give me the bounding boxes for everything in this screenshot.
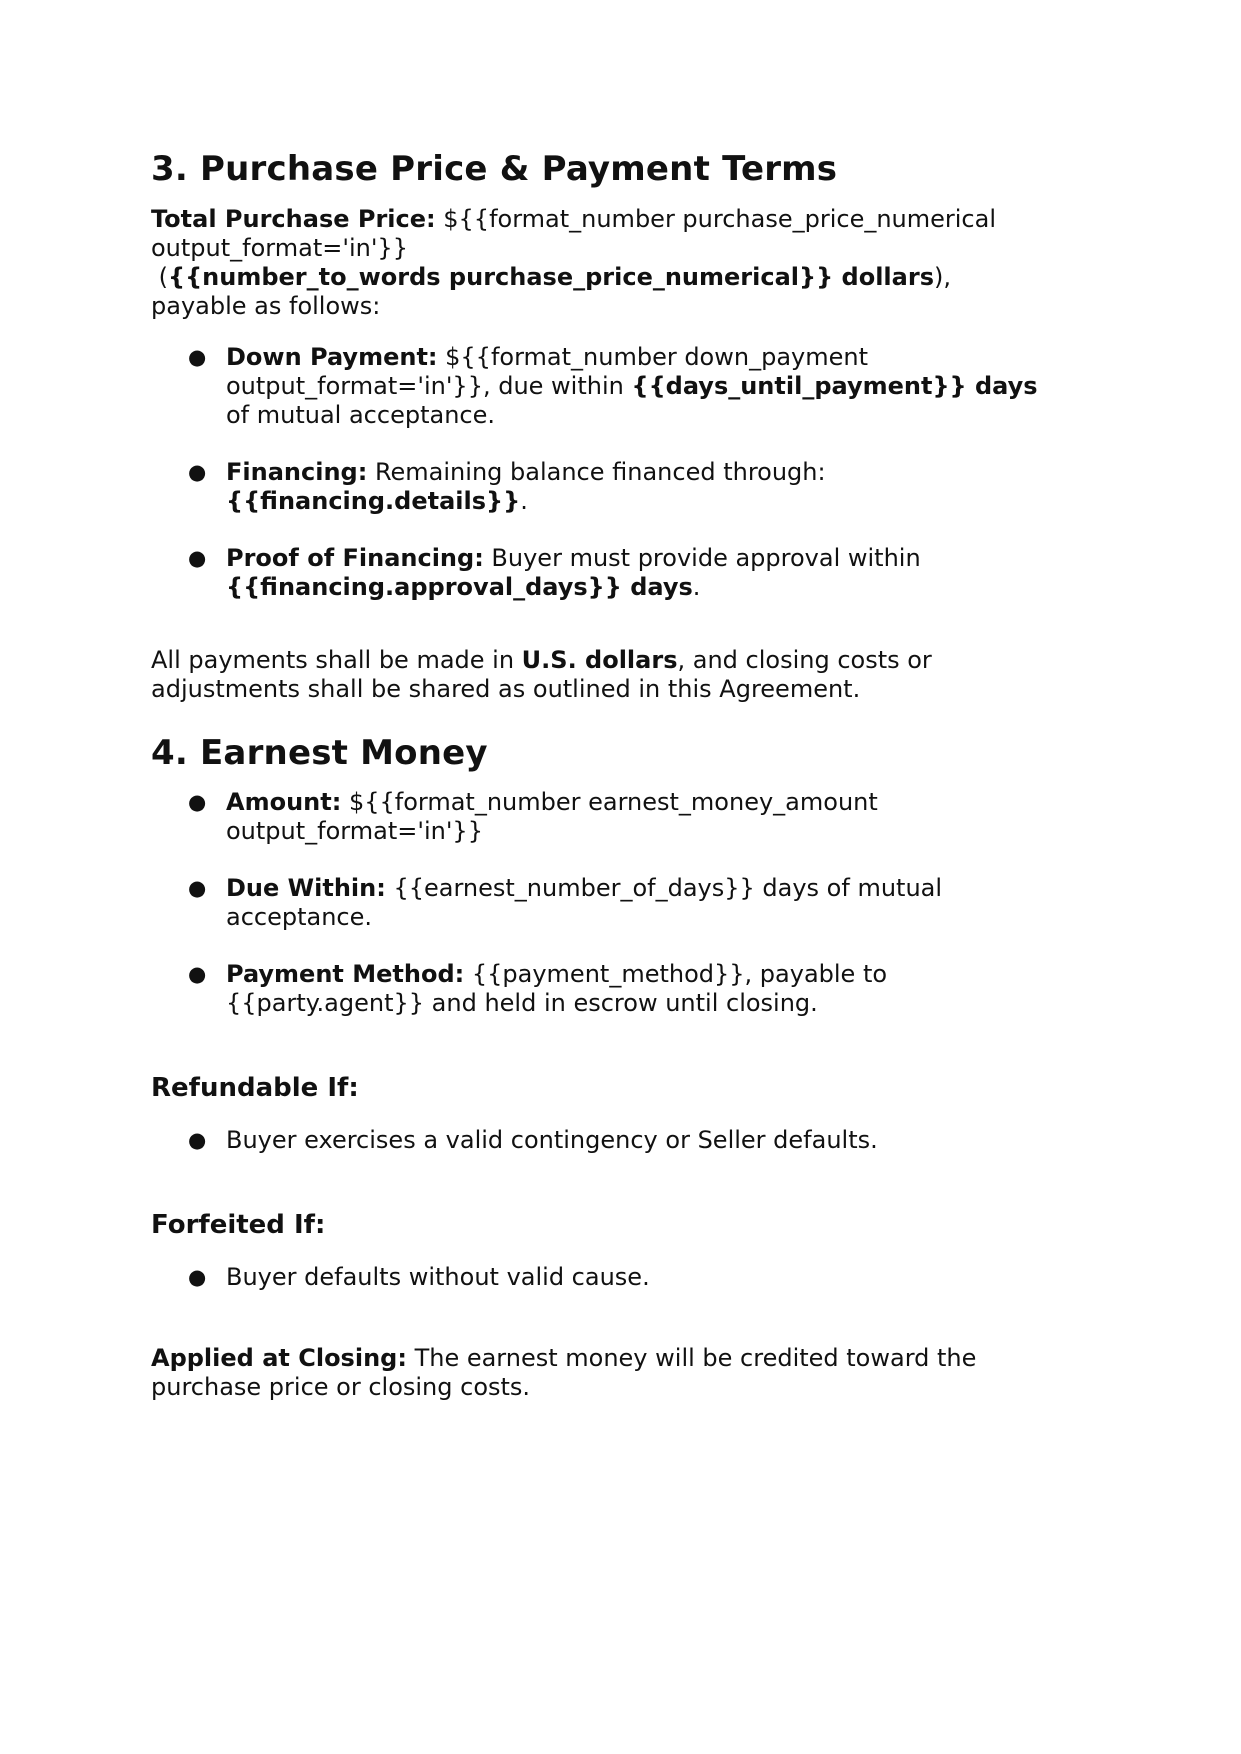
bullet-icon: ● xyxy=(188,345,207,369)
bullet-icon: ● xyxy=(188,460,207,484)
section-3-heading: 3. Purchase Price & Payment Terms xyxy=(151,149,838,189)
list-item-amount: ● Amount: ${{format_number earnest_money_amount output_format='in'}} xyxy=(188,788,878,845)
total-purchase-price-label: Total Purchase Price: xyxy=(151,205,436,233)
list-item-refundable: ● Buyer exercises a valid contingency or Seller defaults. xyxy=(188,1126,878,1154)
bullet-icon: ● xyxy=(188,1128,207,1152)
list-item-payment-method: ● Payment Method: {{payment_method}}, payable to {{party.agent}} and held in escrow until closing. xyxy=(188,960,888,1017)
list-item-due-within: ● Due Within: {{earnest_number_of_days}} days of mutual acceptance. xyxy=(188,874,943,931)
list-item-forfeited: ● Buyer defaults without valid cause. xyxy=(188,1263,650,1291)
forfeited-heading: Forfeited If: xyxy=(151,1210,326,1240)
total-purchase-price: Total Purchase Price: ${{format_number purchase_price_numerical output_format='in'}} ({{number_to_words purchase_price_numerical}} dollars), payable as follows: xyxy=(151,205,997,320)
bullet-icon: ● xyxy=(188,790,207,814)
applied-at-closing: Applied at Closing: The earnest money will be credited toward the purchase price or closing costs. xyxy=(151,1344,977,1401)
refundable-heading: Refundable If: xyxy=(151,1073,359,1103)
section-4-heading: 4. Earnest Money xyxy=(151,733,488,773)
payment-currency-paragraph: All payments shall be made in U.S. dollars, and closing costs or adjustments shall be shared as outlined in this Agreement. xyxy=(151,646,932,703)
list-item-down-payment: ● Down Payment: ${{format_number down_payment output_format='in'}}, due within {{days_until_payment}} days of mutual acceptance. xyxy=(188,343,1038,429)
bullet-icon: ● xyxy=(188,1265,207,1289)
list-item-proof-of-financing: ● Proof of Financing: Buyer must provide approval within {{financing.approval_days}} days. xyxy=(188,544,921,601)
refundable-list xyxy=(151,1126,1091,1155)
payment-terms-list xyxy=(151,343,1091,602)
document-page xyxy=(151,145,1091,1402)
earnest-money-list xyxy=(151,788,1091,1018)
list-item-financing: ● Financing: Remaining balance financed through: {{financing.details}}. xyxy=(188,458,826,515)
bullet-icon: ● xyxy=(188,876,207,900)
bullet-icon: ● xyxy=(188,546,207,570)
bullet-icon: ● xyxy=(188,962,207,986)
forfeited-list xyxy=(151,1263,1091,1292)
